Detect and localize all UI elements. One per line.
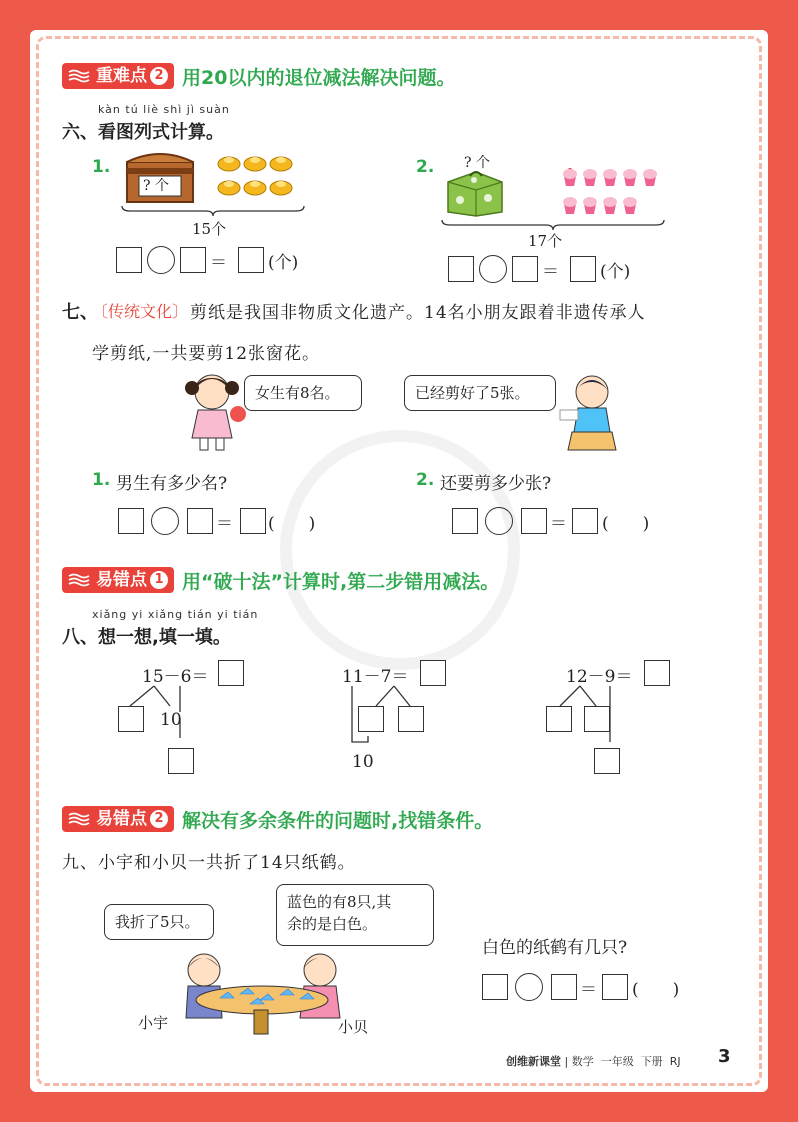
expression: 11－7＝ bbox=[342, 667, 409, 687]
bubble-line: 余的是白色。 bbox=[287, 915, 378, 933]
girl-name: 小贝 bbox=[338, 1018, 369, 1036]
equals-sign: ＝ bbox=[542, 262, 559, 282]
chest-unknown: ? 个 bbox=[143, 178, 169, 194]
speech-bubble-girl bbox=[276, 884, 434, 946]
speech-bubble-girl: 女生有8名。 bbox=[244, 375, 362, 411]
unit-label: ( ) bbox=[268, 514, 316, 534]
footer-info: 创维新课堂 | 数学 一年级 下册 RJ bbox=[506, 1055, 681, 1068]
answer-box[interactable] bbox=[521, 508, 547, 534]
question-8-title: 八、想一想,填一填。 bbox=[62, 627, 231, 648]
answer-box[interactable] bbox=[118, 508, 144, 534]
total-label: 15个 bbox=[192, 220, 227, 238]
answer-box[interactable] bbox=[570, 256, 596, 282]
speech-bubble-boy: 我折了5只。 bbox=[104, 904, 214, 940]
unit-label: ( ) bbox=[602, 514, 650, 534]
tag-pill: 易错点 1 bbox=[62, 567, 174, 593]
operator-circle[interactable] bbox=[479, 255, 507, 283]
subquestion-label: 2. bbox=[416, 470, 435, 490]
section-tag-error-point bbox=[62, 566, 499, 594]
operator-circle[interactable] bbox=[151, 507, 179, 535]
answer-box[interactable] bbox=[452, 508, 478, 534]
answer-box[interactable] bbox=[482, 974, 508, 1000]
answer-box[interactable] bbox=[602, 974, 628, 1000]
equals-sign: ＝ bbox=[216, 514, 233, 534]
expression: 15－6＝ bbox=[142, 667, 209, 687]
answer-box[interactable] bbox=[551, 974, 577, 1000]
boy-illustration bbox=[558, 370, 624, 456]
question-9-ask: 白色的纸鹤有几只? bbox=[482, 938, 628, 958]
problem-label: 2. bbox=[416, 157, 435, 177]
bubble-line: 蓝色的有8只,其 bbox=[287, 893, 392, 911]
subquestion-text: 还要剪多少张? bbox=[440, 474, 552, 494]
equals-sign: ＝ bbox=[580, 980, 597, 1000]
section-heading: 用“破十法”计算时,第二步错用减法。 bbox=[182, 570, 500, 593]
operator-circle[interactable] bbox=[147, 246, 175, 274]
girl-illustration bbox=[182, 368, 248, 452]
brace bbox=[120, 204, 306, 218]
answer-box[interactable] bbox=[240, 508, 266, 534]
stripes-icon bbox=[68, 573, 90, 587]
unit-label: ( ) bbox=[632, 980, 680, 1000]
watermark-seal bbox=[280, 430, 520, 670]
cupcakes-icon bbox=[562, 166, 662, 218]
answer-box[interactable] bbox=[180, 247, 206, 273]
problem-label: 1. bbox=[92, 157, 111, 177]
unit-label: (个) bbox=[600, 262, 631, 282]
answer-box[interactable] bbox=[168, 748, 194, 774]
split-ten: 10 bbox=[352, 752, 374, 772]
answer-box[interactable] bbox=[546, 706, 572, 732]
answer-box[interactable] bbox=[187, 508, 213, 534]
tag-pill: 重难点 2 bbox=[62, 63, 174, 89]
operator-circle[interactable] bbox=[485, 507, 513, 535]
answer-box[interactable] bbox=[644, 660, 670, 686]
equals-sign: ＝ bbox=[550, 514, 567, 534]
expression: 12－9＝ bbox=[566, 667, 633, 687]
pinyin: kàn tú liè shì jì suàn bbox=[98, 103, 230, 116]
question-7-line2: 学剪纸,一共要剪12张窗花。 bbox=[92, 344, 321, 364]
split-ten: 10 bbox=[160, 710, 182, 730]
stripes-icon bbox=[68, 69, 90, 83]
tag-pill: 易错点 2 bbox=[62, 806, 174, 832]
stripes-icon bbox=[68, 812, 90, 826]
answer-box[interactable] bbox=[572, 508, 598, 534]
question-7-line1: 剪纸是我国非物质文化遗产。14名小朋友跟着非遗传承人 bbox=[190, 303, 646, 323]
answer-box[interactable] bbox=[238, 247, 264, 273]
answer-box[interactable] bbox=[594, 748, 620, 774]
section-tag-key-point bbox=[62, 62, 455, 90]
unit-label: (个) bbox=[268, 253, 299, 273]
boy-name: 小宇 bbox=[138, 1014, 169, 1032]
operator-circle[interactable] bbox=[515, 973, 543, 1001]
gift-box-icon bbox=[444, 168, 506, 218]
speech-bubble-boy: 已经剪好了5张。 bbox=[404, 375, 556, 411]
question-7-prefix: 七、 bbox=[62, 302, 98, 323]
section-heading: 用20以内的退位减法解决问题。 bbox=[182, 66, 456, 89]
subquestion-text: 男生有多少名? bbox=[116, 474, 228, 494]
total-label: 17个 bbox=[528, 232, 563, 250]
answer-box[interactable] bbox=[584, 706, 610, 732]
subquestion-label: 1. bbox=[92, 470, 111, 490]
pinyin: xiǎng yi xiǎng tián yi tián bbox=[92, 608, 259, 621]
gold-ingots-icon bbox=[217, 152, 307, 202]
section-heading: 解决有多余条件的问题时,找错条件。 bbox=[182, 809, 494, 832]
answer-box[interactable] bbox=[512, 256, 538, 282]
answer-box[interactable] bbox=[448, 256, 474, 282]
page-number: 3 bbox=[718, 1046, 731, 1067]
question-6-title: 六、看图列式计算。 bbox=[62, 122, 224, 143]
answer-box[interactable] bbox=[118, 706, 144, 732]
answer-box[interactable] bbox=[398, 706, 424, 732]
equals-sign: ＝ bbox=[210, 253, 227, 273]
answer-box[interactable] bbox=[218, 660, 244, 686]
answer-box[interactable] bbox=[358, 706, 384, 732]
unknown-label: ? 个 bbox=[464, 155, 490, 171]
culture-badge: 〔传统文化〕 bbox=[92, 302, 189, 321]
section-tag-error-point bbox=[62, 805, 493, 833]
answer-box[interactable] bbox=[116, 247, 142, 273]
question-9-title: 九、小宇和小贝一共折了14只纸鹤。 bbox=[62, 853, 356, 873]
